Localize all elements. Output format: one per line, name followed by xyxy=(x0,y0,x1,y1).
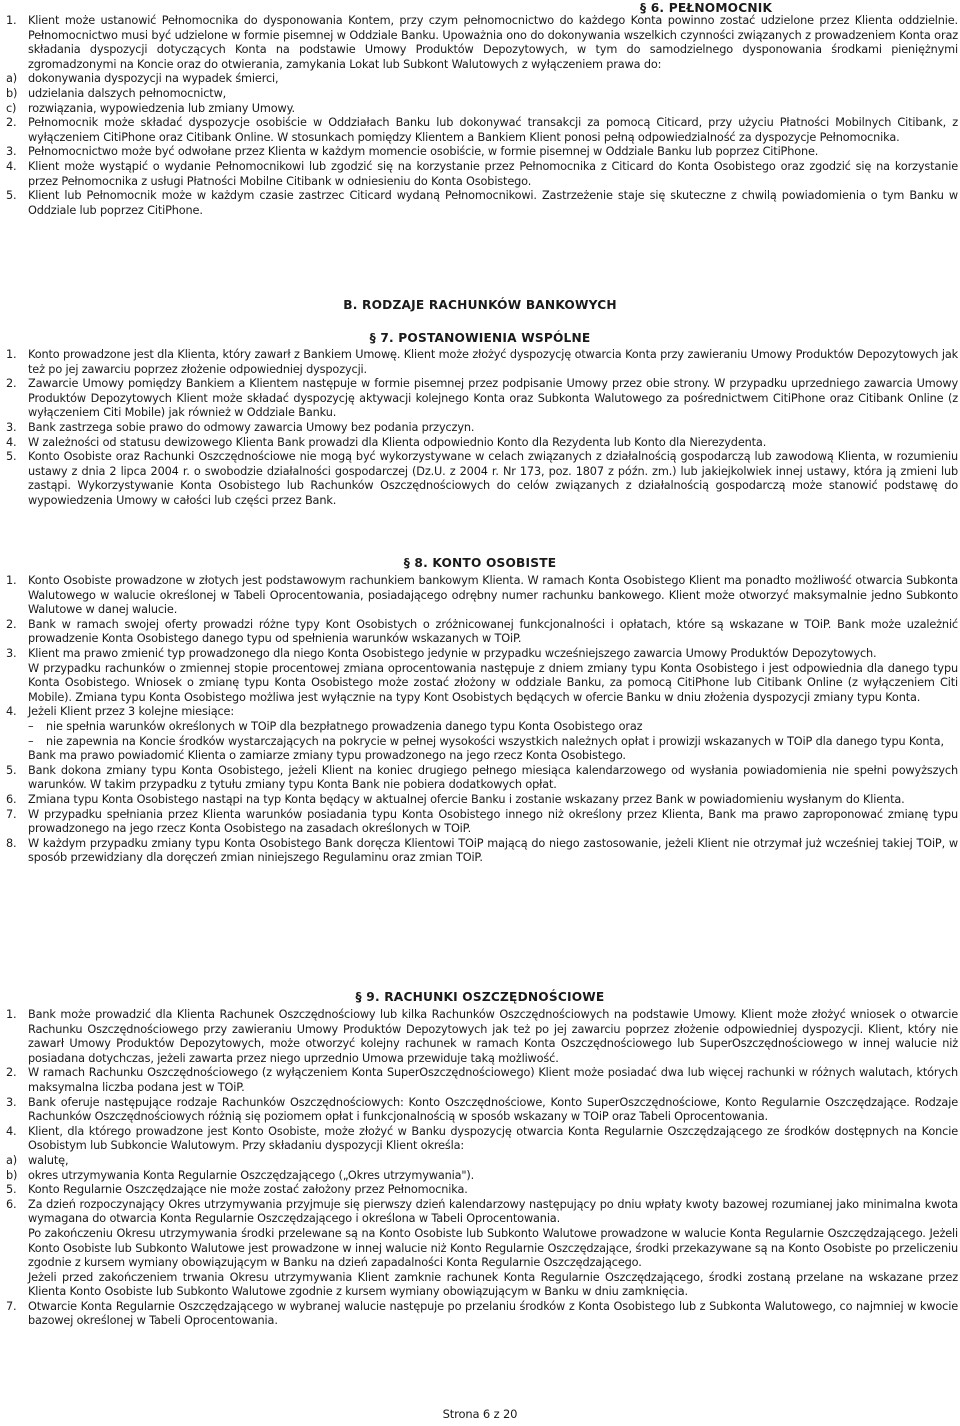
s8-item-2 xyxy=(6,618,958,647)
item-text: Bank ma prawo powiadomić Klienta o zamiarze zmiany typu prowadzonego na jego rzecz Konta Osobistego. xyxy=(28,749,626,763)
sub-text: walutę, xyxy=(28,1153,69,1167)
item-text: Bank oferuje następujące rodzaje Rachunków Oszczędnościowych: Konto Oszczędnościowe, Konto SuperOszczędnościowe, Konto Regularnie Oszczędzające. Rodzaje Rachunków Oszczędnościowych różnią się poziomem opłat i funkcjonalnością w sposób wskazany w TOiP oraz Tabeli Oprocentowania. xyxy=(28,1095,958,1124)
section-7-body xyxy=(6,348,958,509)
item-text: Bank w ramach swojej oferty prowadzi różne typy Kont Osobistych o zróżnicowanej funkcjonalności i opłatach, które są wskazane w TOiP. Bank może uzależnić prowadzenie Konta Osobistego danego typu od spełnienia warunków wskazanych w TOiP. xyxy=(28,617,958,646)
item-number: 4. xyxy=(6,1124,17,1138)
item-number: 3. xyxy=(6,1095,17,1109)
s7-item-2 xyxy=(6,377,958,421)
s8-item-8 xyxy=(6,837,958,866)
item-text: W zależności od statusu dewizowego Klienta Bank prowadzi dla Klienta odpowiednio Konto dla Rezydenta lub Konto dla Nierezydenta. xyxy=(28,435,767,449)
dash-label: – xyxy=(28,719,34,733)
s9-item-4-b xyxy=(6,1169,958,1184)
s6-item-3 xyxy=(6,145,958,160)
item-text: Bank może prowadzić dla Klienta Rachunek Oszczędnościowy lub kilka Rachunków Oszczędnościowych na podstawie Umowy. Klient może złożyć wniosek o otwarcie Rachunku Oszczędnościowego przy zawieraniu Umowy Produktów Depozytowych jak też po jej zawarciu poprzez złożenie odpowiedniej dyspozycji. Klient, który nie zawarł Umowy Produktów Depozytowych, może otworzyć kolejny rachunek w ramach Konta Oszczędnościowego lub SuperOszczędnościowego w innej walucie niż posiadana dotychczas, jeżeli zawarta przez niego uprzednio Umowa przewiduje taką możliwość. xyxy=(28,1008,958,1065)
item-number: 2. xyxy=(6,116,17,130)
s8-item-5 xyxy=(6,764,958,793)
section-6-title: § 6. PEŁNOMOCNIK xyxy=(640,1,773,15)
s8-item-4-dash-2 xyxy=(28,735,958,750)
s8-item-4-dash-1 xyxy=(28,720,958,735)
section-9-body xyxy=(6,1008,958,1329)
part-b-title: B. RODZAJE RACHUNKÓW BANKOWYCH xyxy=(343,298,617,312)
item-text: Zmiana typu Konta Osobistego nastąpi na typ Konta będący w aktualnej ofercie Banku i zostanie wskazany przez Bank w powiadomieniu wysłanym do Klienta. xyxy=(28,792,905,806)
item-number: 5. xyxy=(6,1183,17,1197)
item-text: Pełnomocnik może składać dyspozycje osobiście w Oddziałach Banku lub dokonywać transakcji za pomocą Citicard, przy użyciu Płatności Mobilnych Citibank, z wyłączeniem CitiPhone oraz Citibank Online. W stosunkach pomiędzy Klientem a Bankiem Klient ponosi pełną odpowiedzialność za dyspozycje Pełnomocnika. xyxy=(28,116,958,144)
s6-item-5 xyxy=(6,189,958,218)
item-number: 5. xyxy=(6,450,17,464)
s9-item-4 xyxy=(6,1125,958,1154)
s9-item-7 xyxy=(6,1300,958,1329)
sub-label: b) xyxy=(6,1168,18,1182)
item-number: 3. xyxy=(6,145,17,159)
s7-item-4 xyxy=(6,436,958,451)
item-text: Za dzień rozpoczynający Okres utrzymywania przyjmuje się pierwszy dzień kalendarzowy następujący po dniu wpłaty kwoty bazowej rozumianej jako minimalna kwota wymagana do otwarcia Konta Regularnie Oszczędzającego i określona w Tabeli Oprocentowania. xyxy=(28,1197,958,1226)
s8-item-6 xyxy=(6,793,958,808)
item-text: W każdym przypadku zmiany typu Konta Osobistego Bank doręcza Klientowi TOiP mającą do niego zastosowanie, jeżeli Klient nie otrzymał już wcześniej takiej TOiP, w sposób przewidziany dla doręczeń zmian niniejszego Regulaminu oraz zmian TOiP. xyxy=(28,836,958,865)
item-number: 5. xyxy=(6,189,17,203)
sub-text: dokonywania dyspozycji na wypadek śmierci, xyxy=(28,72,279,86)
s8-item-7 xyxy=(6,808,958,837)
sub-label: c) xyxy=(6,101,17,115)
item-text: W przypadku spełniania przez Klienta warunków posiadania typu Konta Osobistego innego niż określony przez Klienta, Bank ma prawo zaproponować zmianę typu prowadzonego na jego rzecz Konta Osobistego na zasadach określonych w TOiP. xyxy=(28,807,958,836)
item-number: 4. xyxy=(6,159,17,173)
sub-text: okres utrzymywania Konta Regularnie Oszczędzającego („Okres utrzymywania"). xyxy=(28,1168,475,1182)
s8-item-3 xyxy=(6,647,958,705)
item-text: Bank dokona zmiany typu Konta Osobistego, jeżeli Klient na koniec drugiego pełnego miesiąca kalendarzowego od wysłania powiadomienia nie spełni powyższych warunków. W takim przypadku z tytułu zmiany typu Konta Bank nie pobiera dodatkowych opłat. xyxy=(28,763,958,792)
section-6-body xyxy=(6,14,958,218)
s6-item-1-b xyxy=(6,87,958,102)
item-text: Otwarcie Konta Regularnie Oszczędzającego w wybranej walucie następuje po przelaniu środków z Konta Osobistego lub z Subkonta Walutowego, co najmniej w kwocie bazowej określonej w Tabeli Oprocentowania. xyxy=(28,1299,958,1328)
item-text: Konto Osobiste prowadzone w złotych jest podstawowym rachunkiem bankowym Klienta. W ramach Konta Osobistego Klient ma ponadto możliwość otwarcia Subkonta Walutowego w walucie określonej w Tabeli Oprocentowania, posiadającego odrębny numer rachunku bankowego. Klient może otworzyć maksymalnie jedno Subkonto Walutowe w danej walucie. xyxy=(28,574,958,617)
sub-label: a) xyxy=(6,1153,18,1167)
item-number: 5. xyxy=(6,763,17,777)
item-text: Bank zastrzega sobie prawo do odmowy zawarcia Umowy bez podania przyczyn. xyxy=(28,420,475,434)
s6-item-1 xyxy=(6,14,958,72)
dash-text: nie zapewnia na Koncie środków wystarczających na pokrycie w pełnej wysokości wszystkich należnych opłat i prowizji wskazanych w TOiP dla danego typu Konta, xyxy=(46,734,944,748)
dash-label: – xyxy=(28,734,34,748)
item-number: 4. xyxy=(6,705,17,719)
item-text: Klient lub Pełnomocnik może w każdym czasie zastrzec Citicard wydaną Pełnomocnikowi. Zastrzeżenie staje się skuteczne z chwilą powiadomienia o tym Banku w Oddziale lub poprzez CitiPhone. xyxy=(28,189,958,217)
item-number: 8. xyxy=(6,836,17,850)
item-text: Po zakończeniu Okresu utrzymywania środki przelewane są na Konto Osobiste lub Subkonto Walutowe prowadzone w walucie Konta Regularnie Oszczędzającego. Jeżeli Konto Osobiste lub Subkonto Walutowe jest prowadzone w innej walucie niż Konto Regularnie Oszczędzające, środki przekazywane są na Konto Osobiste po przeliczeniu zgodnie z kursem wymiany obowiązującym w Banku na dzień zapadalności Konta Regularnie Oszczędzającego. xyxy=(28,1226,958,1270)
page-number: Strona 6 z 20 xyxy=(442,1407,518,1421)
item-number: 7. xyxy=(6,1299,17,1313)
item-text: Jeżeli Klient przez 3 kolejne miesiące: xyxy=(28,705,234,719)
item-number: 1. xyxy=(6,348,17,361)
s6-item-2 xyxy=(6,116,958,145)
s6-item-1-a xyxy=(6,72,958,87)
item-text: Konto Osobiste oraz Rachunki Oszczędnościowe nie mogą być wykorzystywane w celach związanych z działalnością gospodarczą lub zawodową Klienta, w rozumieniu ustawy z dnia 2 lipca 2004 r. o swobodzie działalności gospodarczej (Dz.U. z 2004 r. Nr 173, poz. 1807 z późn. zm.) lub jakiejkolwiek innej ustawy, która ją zmieni lub zastąpi. Wykorzystywanie Konta Osobistego lub Rachunków Oszczędnościowych do celów związanych z działalnością gospodarczą może stanowić podstawę do wypowiedzenia Umowy w całości lub części przez Bank. xyxy=(28,450,958,507)
section-8-title: § 8. KONTO OSOBISTE xyxy=(403,556,557,570)
item-number: 2. xyxy=(6,377,17,391)
item-number: 3. xyxy=(6,646,17,660)
section-8-body xyxy=(6,574,958,866)
item-text: Klient może ustanowić Pełnomocnika do dysponowania Kontem, przy czym pełnomocnictwo do każdego Konta powinno zostać udzielone przez Klienta oddzielnie. Pełnomocnictwo musi być udzielone w formie pisemnej w Oddziale Banku. Upoważnia ono do dokonywania wszelkich czynności związanych z prowadzeniem Konta oraz składania dyspozycji dotyczących Konta na podstawie Umowy Produktów Depozytowych, w tym do samodzielnego dysponowania środkami pieniężnymi zgromadzonymi na Koncie oraz do otwierania, zamykania Lokat lub Subkont Walutowych z wyłączeniem prawa do: xyxy=(28,14,958,71)
section-9-title: § 9. RACHUNKI OSZCZĘDNOŚCIOWE xyxy=(355,990,605,1004)
s9-item-2 xyxy=(6,1066,958,1095)
item-number: 7. xyxy=(6,807,17,821)
item-number: 2. xyxy=(6,1066,17,1080)
s8-item-1 xyxy=(6,574,958,618)
item-text: Konto Regularnie Oszczędzające nie może zostać założony przez Pełnomocnika. xyxy=(28,1183,468,1197)
item-text: Klient ma prawo zmienić typ prowadzonego dla niego Konta Osobistego jedynie w przypadku wcześniejszego zawarcia Umowy Produktów Depozytowych. xyxy=(28,646,877,660)
s7-item-1 xyxy=(6,348,958,377)
s9-item-5 xyxy=(6,1183,958,1198)
dash-text: nie spełnia warunków określonych w TOiP dla bezpłatnego prowadzenia danego typu Konta Osobistego oraz xyxy=(46,719,643,733)
item-number: 4. xyxy=(6,435,17,449)
item-number: 6. xyxy=(6,792,17,806)
s7-item-5 xyxy=(6,450,958,508)
item-text: W ramach Rachunku Oszczędnościowego (z wyłączeniem Konta SuperOszczędnościowego) Klient może posiadać dwa lub więcej rachunki w różnych walutach, których maksymalna liczba podana jest w TOiP. xyxy=(28,1066,958,1094)
s9-item-4-a xyxy=(6,1154,958,1169)
item-number: 1. xyxy=(6,1008,17,1021)
sub-text: udzielania dalszych pełnomocnictw, xyxy=(28,86,227,100)
item-text: Konto prowadzone jest dla Klienta, który zawarł z Bankiem Umowę. Klient może złożyć dyspozycję otwarcia Konta przy zawieraniu Umowy Produktów Depozytowych jak też po jej zawarciu poprzez złożenie odpowiedniej dyspozycji. xyxy=(28,348,958,376)
item-number: 2. xyxy=(6,617,17,631)
item-text: Zawarcie Umowy pomiędzy Bankiem a Klientem następuje w formie pisemnej przez podpisanie Umowy przez obie strony. W przypadku uprzedniego zawarcia Umowy Produktów Depozytowych Klient może składać dyspozycję aktywacji kolejnego Konta oraz Subkonta Walutowego za pośrednictwem CitiPhone oraz Citibank Online (z wyłączeniem Citi Mobile) jak również w Oddziale Banku. xyxy=(28,377,958,420)
sub-label: a) xyxy=(6,72,18,86)
sub-text: rozwiązania, wypowiedzenia lub zmiany Umowy. xyxy=(28,101,295,115)
item-number: 1. xyxy=(6,574,17,587)
s6-item-1-c xyxy=(6,102,958,117)
sub-label: b) xyxy=(6,86,18,100)
item-text: W przypadku rachunków o zmiennej stopie procentowej zmiana oprocentowania następuje z dniem zmiany typu Konta Osobistego i jest odpowiednia dla danego typu Konta Osobistego. Wniosek o zmianę typu Konta Osobistego może zostać złożony w oddziale Banku, za pomocą CitiPhone lub Citibank Online (z wyłączeniem Citi Mobile). Zmiana typu Konta Osobistego możliwa jest wyłącznie na typy Kont Osobistych będących w ofercie Banku w dniu złożenia dyspozycji zmiany typu Konta. xyxy=(28,661,958,704)
item-text: Klient, dla którego prowadzone jest Konto Osobiste, może złożyć w Banku dyspozycję otwarcia Konta Regularnie Oszczędzającego ze środków dostępnych na Koncie Osobistym lub Subkoncie Walutowym. Przy składaniu dyspozycji Klient określa: xyxy=(28,1124,958,1153)
item-text: Klient może wystąpić o wydanie Pełnomocnikowi lub zgodzić się na korzystanie przez Pełnomocnika z Citicard do Konta Osobistego oraz zgodzić się na korzystanie przez Pełnomocnika z usługi Płatności Mobilne Citibank w odniesieniu do Konta Osobistego. xyxy=(28,159,958,188)
item-text: Pełnomocnictwo może być odwołane przez Klienta w każdym momencie osobiście, w formie pisemnej w Oddziale Banku lub poprzez CitiPhone. xyxy=(28,145,819,159)
s7-item-3 xyxy=(6,421,958,436)
section-7-title: § 7. POSTANOWIENIA WSPÓLNE xyxy=(369,331,591,345)
item-number: 3. xyxy=(6,420,17,434)
s6-item-4 xyxy=(6,160,958,189)
item-number: 6. xyxy=(6,1197,17,1211)
item-number: 1. xyxy=(6,14,17,27)
s9-item-1 xyxy=(6,1008,958,1066)
item-text: Jeżeli przed zakończeniem trwania Okresu utrzymywania Klient zamknie rachunek Konta Regularnie Oszczędzającego, środki zostaną przelane na wskazane przez Klienta Konto Osobiste lub Subkonto Walutowe zgodnie z kursem wymiany obowiązującym w Banku w dniu zamknięcia. xyxy=(28,1270,958,1299)
s9-item-6 xyxy=(6,1198,958,1300)
s8-item-4 xyxy=(6,705,958,763)
s9-item-3 xyxy=(6,1096,958,1125)
